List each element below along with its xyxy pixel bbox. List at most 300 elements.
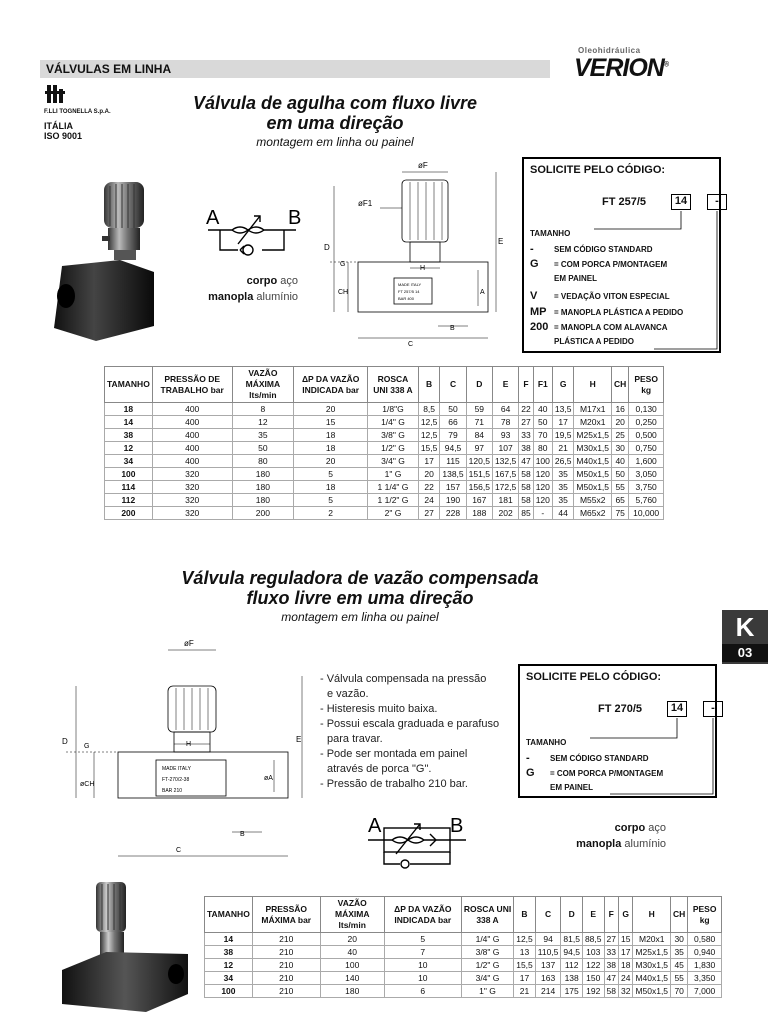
table-cell: 55 xyxy=(612,481,629,494)
feature-item: - Válvula compensada na pressão xyxy=(320,673,487,685)
table-cell: M50x1,5 xyxy=(574,468,612,481)
table-cell: 17 xyxy=(514,972,536,985)
table-cell: 27 xyxy=(604,933,618,946)
table-cell: 16 xyxy=(612,403,629,416)
table-cell: 94,5 xyxy=(561,946,583,959)
table-cell: 1" G xyxy=(461,985,513,998)
dim-a: A xyxy=(480,289,485,296)
table-row xyxy=(105,468,664,481)
table-cell: 3/8" G xyxy=(368,429,419,442)
table-cell: 58 xyxy=(604,985,618,998)
iso-cert: ISO 9001 xyxy=(44,131,83,141)
table-row xyxy=(105,455,664,468)
order-option-6: PLÁSTICA A PEDIDO xyxy=(554,337,635,346)
column-header: G xyxy=(618,897,632,933)
table-cell: 400 xyxy=(152,442,232,455)
table-cell: 21 xyxy=(514,985,536,998)
table-cell: 400 xyxy=(152,429,232,442)
valve1-manopla-value: alumínio xyxy=(256,291,298,303)
table-cell: 32 xyxy=(618,985,632,998)
column-header: B xyxy=(418,367,440,403)
table-cell: 115 xyxy=(440,455,466,468)
dim2-h: H xyxy=(186,741,192,748)
table-cell: 8,5 xyxy=(418,403,440,416)
table-cell: 59 xyxy=(466,403,492,416)
valve2-photo xyxy=(56,874,194,1014)
column-header: D xyxy=(561,897,583,933)
plate-line2: FT 257/5 14 xyxy=(398,289,420,294)
table-cell: 167 xyxy=(466,494,492,507)
table-cell: 181 xyxy=(492,494,518,507)
symbol-port-b: B xyxy=(288,207,302,229)
maker-country xyxy=(44,121,82,141)
valve2-order-code-box xyxy=(518,664,717,798)
table-cell: 27 xyxy=(519,416,533,429)
table-cell: 17 xyxy=(552,416,574,429)
table-cell: 64 xyxy=(492,403,518,416)
table-cell: 94,5 xyxy=(440,442,466,455)
table-cell: 20 xyxy=(294,403,368,416)
column-header: VAZÃO MÁXIMA lts/min xyxy=(320,897,384,933)
feature-item: através de porca "G". xyxy=(327,763,432,775)
table-cell: 120,5 xyxy=(466,455,492,468)
table-cell: M20x1 xyxy=(633,933,671,946)
table-cell: 175 xyxy=(561,985,583,998)
table-cell: 320 xyxy=(152,507,232,520)
table-cell: 107 xyxy=(492,442,518,455)
table-cell: M30x1,5 xyxy=(574,442,612,455)
table-cell: 1,600 xyxy=(629,455,664,468)
table-cell: 210 xyxy=(252,972,320,985)
table-cell: 20 xyxy=(418,468,440,481)
table-cell: 400 xyxy=(152,403,232,416)
table-row xyxy=(105,507,664,520)
table-cell: 210 xyxy=(252,946,320,959)
table-cell: 163 xyxy=(535,972,561,985)
table-cell: 12 xyxy=(105,442,153,455)
table-cell: 79 xyxy=(440,429,466,442)
order-option-cell: - xyxy=(707,194,727,210)
table-cell: 3/8" G xyxy=(461,946,513,959)
table-cell: 210 xyxy=(252,933,320,946)
column-header: CH xyxy=(671,897,688,933)
table-cell: M25x1,5 xyxy=(633,946,671,959)
feature-item: - Pressão de trabalho 210 bar. xyxy=(320,778,468,790)
column-header: ROSCA UNI 338 A xyxy=(368,367,419,403)
table-cell: 34 xyxy=(105,455,153,468)
dim2-ch: øCH xyxy=(80,781,95,788)
table-cell: M20x1 xyxy=(574,416,612,429)
column-header: ΔP DA VAZÃO INDICADA bar xyxy=(294,367,368,403)
table-cell: 47 xyxy=(604,972,618,985)
table-cell: 180 xyxy=(232,494,294,507)
order2-option-2: EM PAINEL xyxy=(550,783,593,792)
table-cell: 3/4" G xyxy=(461,972,513,985)
table-cell: M40x1,5 xyxy=(633,972,671,985)
section-title: VÁLVULAS EM LINHA xyxy=(46,62,172,76)
table-cell: 18 xyxy=(294,442,368,455)
table-cell: 210 xyxy=(252,959,320,972)
dim2-g: G xyxy=(84,743,90,750)
table-cell: 7 xyxy=(384,946,461,959)
table-cell: 13 xyxy=(514,946,536,959)
table-row xyxy=(105,481,664,494)
table-cell: 150 xyxy=(582,972,604,985)
dim-b: B xyxy=(450,325,455,332)
table-cell: 40 xyxy=(612,455,629,468)
table-cell: 138 xyxy=(561,972,583,985)
table-cell: 7,000 xyxy=(688,985,722,998)
table-cell: 14 xyxy=(205,933,253,946)
table-cell: 14 xyxy=(105,416,153,429)
table-cell: 120 xyxy=(533,494,552,507)
table-cell: 97 xyxy=(466,442,492,455)
brand-mark: ® xyxy=(663,61,669,69)
table-cell: 58 xyxy=(519,468,533,481)
table-cell: 228 xyxy=(440,507,466,520)
table-cell: 151,5 xyxy=(466,468,492,481)
dim2-b: B xyxy=(240,831,245,838)
table-cell: 40 xyxy=(320,946,384,959)
table-cell: 80 xyxy=(533,442,552,455)
valve2-manopla-label: manopla xyxy=(576,838,622,850)
order2-size-label: TAMANHO xyxy=(526,738,567,747)
table-cell: 15 xyxy=(294,416,368,429)
valve2-materials xyxy=(556,820,666,852)
dim2-a: øA xyxy=(264,775,273,782)
table-cell: 75 xyxy=(612,507,629,520)
dim2-c: C xyxy=(176,847,182,854)
table-cell: 25 xyxy=(612,429,629,442)
column-header: D xyxy=(466,367,492,403)
table-cell: 66 xyxy=(440,416,466,429)
valve1-corpo-label: corpo xyxy=(246,275,278,287)
table-cell: 112 xyxy=(105,494,153,507)
country: ITÁLIA xyxy=(44,121,73,131)
table-cell: 94 xyxy=(535,933,561,946)
table-cell: 210 xyxy=(252,985,320,998)
table-cell: 0,130 xyxy=(629,403,664,416)
table-cell: 88,5 xyxy=(582,933,604,946)
valve2-hydraulic-symbol xyxy=(366,812,476,872)
table-cell: 20 xyxy=(612,416,629,429)
column-header: PRESSÃO MÁXIMA bar xyxy=(252,897,320,933)
table-cell: M30x1,5 xyxy=(633,959,671,972)
table-cell: 38 xyxy=(205,946,253,959)
plate2-line3: BAR 210 xyxy=(162,788,183,794)
table-cell: 80 xyxy=(232,455,294,468)
table-cell: 50 xyxy=(612,468,629,481)
table-cell: 5 xyxy=(384,933,461,946)
table-cell: 2" G xyxy=(368,507,419,520)
column-header: F xyxy=(604,897,618,933)
table-cell: 180 xyxy=(320,985,384,998)
table-cell: 180 xyxy=(232,481,294,494)
table-cell: 22 xyxy=(519,403,533,416)
table-cell: 137 xyxy=(535,959,561,972)
table-cell: 0,940 xyxy=(688,946,722,959)
column-header: PRESSÃO DE TRABALHO bar xyxy=(152,367,232,403)
brand-tagline: Oleohidráulica xyxy=(578,46,641,55)
table-cell: 18 xyxy=(294,481,368,494)
table-cell: - xyxy=(533,507,552,520)
table-row xyxy=(105,494,664,507)
table-cell: 12 xyxy=(205,959,253,972)
order2-connector-lines xyxy=(520,666,719,800)
table-cell: 180 xyxy=(232,468,294,481)
table-cell: 47 xyxy=(519,455,533,468)
order2-option-cell: - xyxy=(703,701,723,717)
table-cell: 40 xyxy=(533,403,552,416)
valve1-hydraulic-symbol xyxy=(200,202,310,264)
dim2-phi-f: øF xyxy=(184,639,194,648)
table-cell: 114 xyxy=(105,481,153,494)
table-cell: 172,5 xyxy=(492,481,518,494)
column-header: F1 xyxy=(533,367,552,403)
table-cell: 190 xyxy=(440,494,466,507)
dim2-d: D xyxy=(62,737,68,746)
table-cell: 3,350 xyxy=(688,972,722,985)
table-cell: M17x1 xyxy=(574,403,612,416)
table-cell: 110,5 xyxy=(535,946,561,959)
table-cell: 12 xyxy=(232,416,294,429)
table-cell: 18 xyxy=(105,403,153,416)
table-cell: 200 xyxy=(105,507,153,520)
column-header: CH xyxy=(612,367,629,403)
table-cell: 320 xyxy=(152,494,232,507)
valve1-title-line1: Válvula de agulha com fluxo livre xyxy=(192,93,478,113)
table-cell: M50x1,5 xyxy=(633,985,671,998)
order2-option-1: G = COM PORCA P/MONTAGEM xyxy=(526,767,664,779)
valve1-technical-drawing xyxy=(318,158,504,350)
table-cell: 3/4" G xyxy=(368,455,419,468)
table-cell: 78 xyxy=(492,416,518,429)
table-cell: M25x1,5 xyxy=(574,429,612,442)
table-cell: 50 xyxy=(232,442,294,455)
table-cell: 50 xyxy=(440,403,466,416)
order2-heading: SOLICITE PELO CÓDIGO: xyxy=(526,671,662,683)
column-header: TAMANHO xyxy=(105,367,153,403)
valve1-manopla-label: manopla xyxy=(208,291,254,303)
table-row xyxy=(205,972,722,985)
column-header: H xyxy=(633,897,671,933)
feature-item: - Histeresis muito baixa. xyxy=(320,703,438,715)
order-heading: SOLICITE PELO CÓDIGO: xyxy=(530,164,666,176)
table-cell: 10 xyxy=(384,959,461,972)
maker-logo-icon xyxy=(44,83,66,105)
table-cell: 15 xyxy=(618,933,632,946)
table-cell: 0,580 xyxy=(688,933,722,946)
table-cell: 35 xyxy=(552,481,574,494)
column-header: E xyxy=(582,897,604,933)
valve1-spec-table xyxy=(104,366,664,520)
table-row xyxy=(105,442,664,455)
table-cell: M55x2 xyxy=(574,494,612,507)
table-cell: 35 xyxy=(232,429,294,442)
column-header: F xyxy=(519,367,533,403)
feature-item: para travar. xyxy=(327,733,383,745)
feature-item: e vazão. xyxy=(327,688,369,700)
table-cell: 45 xyxy=(671,959,688,972)
valve2-technical-drawing xyxy=(56,636,312,862)
order-size-label: TAMANHO xyxy=(530,229,571,238)
table-cell: 3,750 xyxy=(629,481,664,494)
order-option-1: G = COM PORCA P/MONTAGEM xyxy=(530,258,668,270)
valve2-subtitle: montagem em linha ou painel xyxy=(281,610,439,624)
column-header: ROSCA UNI 338 A xyxy=(461,897,513,933)
table-cell: 18 xyxy=(618,959,632,972)
valve2-spec-table xyxy=(204,896,722,998)
dim-e: E xyxy=(498,237,504,246)
dim-h: H xyxy=(420,265,426,272)
column-header: PESO kg xyxy=(629,367,664,403)
table-cell: 214 xyxy=(535,985,561,998)
table-cell: 20 xyxy=(294,455,368,468)
table-cell: 18 xyxy=(294,429,368,442)
table-row xyxy=(205,933,722,946)
table-cell: 17 xyxy=(618,946,632,959)
plate2-line2: FT-270/2-38 xyxy=(162,777,190,783)
table-cell: 38 xyxy=(519,442,533,455)
table-row xyxy=(105,429,664,442)
table-cell: 15,5 xyxy=(418,442,440,455)
table-cell: 132,5 xyxy=(492,455,518,468)
tab-number: 03 xyxy=(722,644,768,662)
table-cell: 12,5 xyxy=(418,429,440,442)
dim-phi-f1: øF1 xyxy=(358,199,373,208)
order-option-3: V = VEDAÇÃO VITON ESPECIAL xyxy=(530,290,670,302)
table-cell: 13,5 xyxy=(552,403,574,416)
maker-name: F.LLI TOGNELLA S.p.A. xyxy=(44,109,111,115)
table-cell: 120 xyxy=(533,468,552,481)
plate-line3: BAR 400 xyxy=(398,296,415,301)
column-header: H xyxy=(574,367,612,403)
table-cell: 81,5 xyxy=(561,933,583,946)
table-cell: 156,5 xyxy=(466,481,492,494)
brand-name: VERION xyxy=(574,54,664,82)
table-cell: 5,760 xyxy=(629,494,664,507)
table-cell: 35 xyxy=(552,468,574,481)
table-cell: 167,5 xyxy=(492,468,518,481)
order-size-cell: 14 xyxy=(671,194,691,210)
catalog-section-tab xyxy=(722,610,768,664)
table-cell: 1,830 xyxy=(688,959,722,972)
dim-c: C xyxy=(408,341,414,348)
table-cell: M40x1,5 xyxy=(574,455,612,468)
valve2-title-line1: Válvula reguladora de vazão compensada xyxy=(181,568,539,588)
column-header: E xyxy=(492,367,518,403)
column-header: C xyxy=(535,897,561,933)
table-cell: 5 xyxy=(294,494,368,507)
table-cell: 157 xyxy=(440,481,466,494)
valve2-corpo-value: aço xyxy=(648,822,666,834)
table-cell: 15,5 xyxy=(514,959,536,972)
tab-letter: K xyxy=(735,612,755,642)
valve1-subtitle: montagem em linha ou painel xyxy=(256,135,414,149)
valve2-title xyxy=(140,568,580,608)
valve1-title xyxy=(150,93,520,133)
order-option-5: 200 = MANOPLA COM ALAVANCA xyxy=(530,321,668,333)
table-cell: 34 xyxy=(205,972,253,985)
table-cell: 120 xyxy=(533,481,552,494)
table-cell: 192 xyxy=(582,985,604,998)
table-cell: 122 xyxy=(582,959,604,972)
table-cell: 202 xyxy=(492,507,518,520)
section-header-bar xyxy=(40,60,550,78)
column-header: ΔP DA VAZÃO INDICADA bar xyxy=(384,897,461,933)
table-cell: 65 xyxy=(612,494,629,507)
table-cell: 6 xyxy=(384,985,461,998)
column-header: B xyxy=(514,897,536,933)
valve1-materials xyxy=(190,273,298,305)
table-cell: 20 xyxy=(320,933,384,946)
dim-g: G xyxy=(340,261,346,268)
table-cell: 10 xyxy=(384,972,461,985)
table-cell: 400 xyxy=(152,455,232,468)
order-option-0: - SEM CÓDIGO STANDARD xyxy=(530,243,653,255)
table-cell: 55 xyxy=(671,972,688,985)
table-cell: 24 xyxy=(418,494,440,507)
table-cell: 33 xyxy=(604,946,618,959)
table-cell: 27 xyxy=(418,507,440,520)
table-cell: 1/8"G xyxy=(368,403,419,416)
table-cell: 400 xyxy=(152,416,232,429)
table-cell: 71 xyxy=(466,416,492,429)
table-cell: 138,5 xyxy=(440,468,466,481)
table-cell: 38 xyxy=(105,429,153,442)
table-cell: 112 xyxy=(561,959,583,972)
table-cell: 26,5 xyxy=(552,455,574,468)
table-row xyxy=(205,959,722,972)
table-cell: 70 xyxy=(671,985,688,998)
table-row xyxy=(105,416,664,429)
column-header: VAZÃO MÁXIMA lts/min xyxy=(232,367,294,403)
valve1-corpo-value: aço xyxy=(280,275,298,287)
table-cell: 100 xyxy=(105,468,153,481)
table-cell: M65x2 xyxy=(574,507,612,520)
table-cell: 103 xyxy=(582,946,604,959)
table-cell: 33 xyxy=(519,429,533,442)
order2-code: FT 270/5 xyxy=(598,703,643,715)
table-cell: 1" G xyxy=(368,468,419,481)
table-cell: 12,5 xyxy=(418,416,440,429)
valve1-order-code-box xyxy=(522,157,721,353)
table-cell: 1 1/4" G xyxy=(368,481,419,494)
table-cell: 21 xyxy=(552,442,574,455)
column-header: PESO kg xyxy=(688,897,722,933)
valve2-feature-list xyxy=(320,672,499,792)
symbol2-port-a: A xyxy=(368,815,382,837)
table-cell: 1 1/2" G xyxy=(368,494,419,507)
table-cell: 50 xyxy=(533,416,552,429)
plate2-line1: MADE ITALY xyxy=(162,766,191,772)
feature-item: - Possui escala graduada e parafuso xyxy=(320,718,500,730)
table-row xyxy=(105,403,664,416)
table-cell: 1/2" G xyxy=(368,442,419,455)
dim-d: D xyxy=(324,243,330,252)
table-cell: M50x1,5 xyxy=(574,481,612,494)
table-cell: 3,050 xyxy=(629,468,664,481)
valve1-photo xyxy=(44,176,162,346)
column-header: TAMANHO xyxy=(205,897,253,933)
valve2-title-line2: fluxo livre em uma direção xyxy=(246,588,474,608)
dim-phi-f: øF xyxy=(418,161,428,170)
table-cell: 320 xyxy=(152,481,232,494)
table-cell: 22 xyxy=(418,481,440,494)
table-cell: 100 xyxy=(533,455,552,468)
order-option-4: MP = MANOPLA PLÁSTICA A PEDIDO xyxy=(530,306,684,318)
table-cell: 12,5 xyxy=(514,933,536,946)
